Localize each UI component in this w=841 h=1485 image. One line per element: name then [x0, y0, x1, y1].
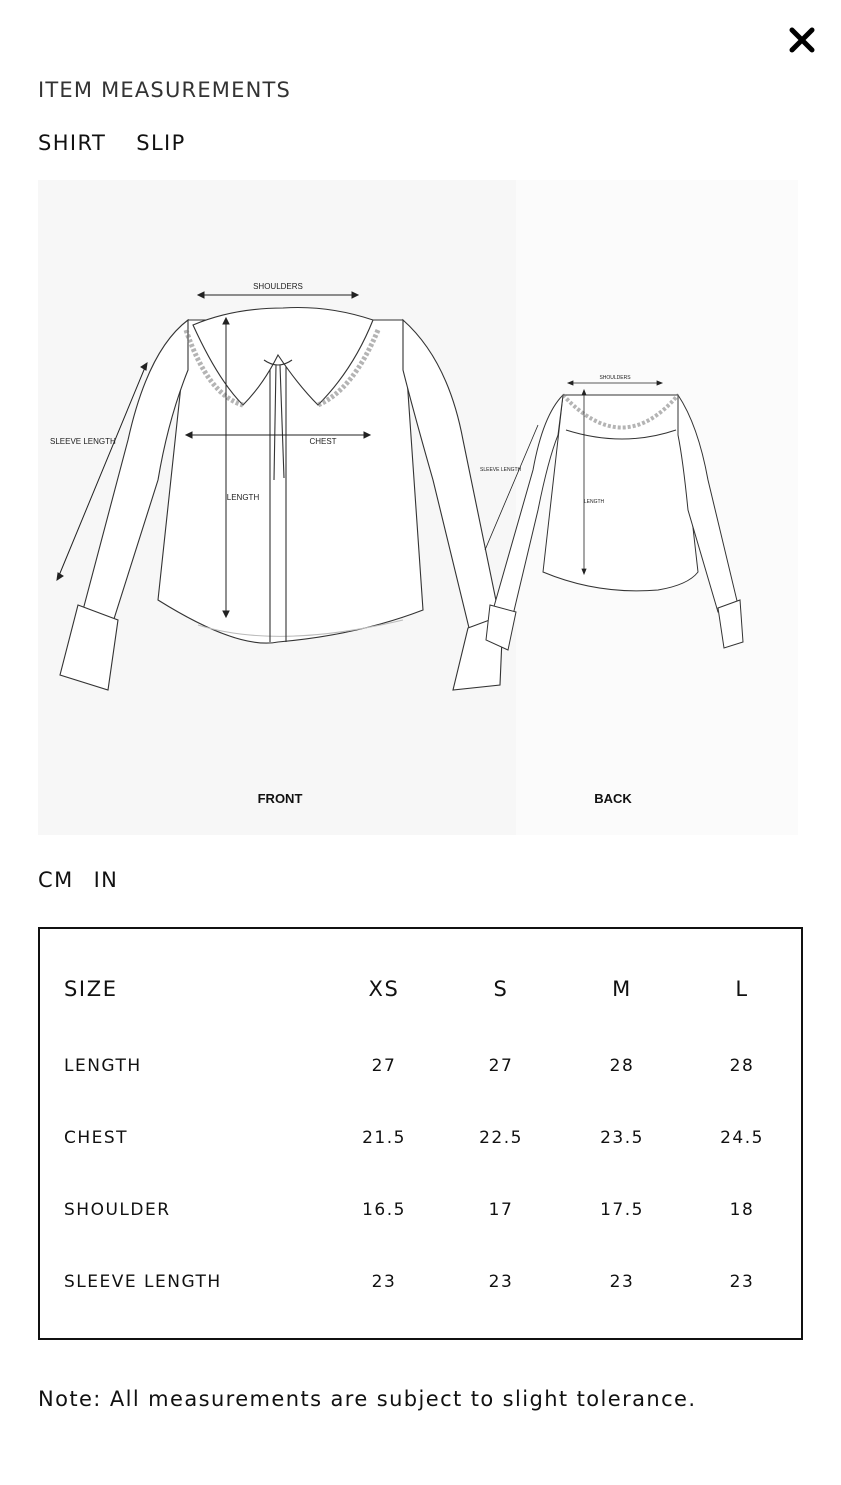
back-length-annotation: LENGTH: [583, 499, 605, 505]
table-cell: 23: [729, 1272, 755, 1292]
size-table: [38, 927, 803, 1340]
table-row: [40, 1190, 801, 1230]
tolerance-note: Note: All measurements are subject to slight tolerance.: [38, 1387, 697, 1411]
front-length-annotation: LENGTH: [226, 493, 260, 502]
table-row: [40, 1262, 801, 1302]
front-shoulders-annotation: SHOULDERS: [253, 282, 303, 291]
table-cell: 22.5: [479, 1128, 523, 1148]
table-row: [40, 1118, 801, 1158]
back-label: BACK: [594, 791, 632, 806]
back-shoulders-annotation: SHOULDERS: [599, 375, 631, 381]
table-cell: 23.5: [600, 1128, 644, 1148]
table-cell: 28: [609, 1056, 635, 1076]
table-row: [40, 1046, 801, 1086]
row-label-sleeve-length: SLEEVE LENGTH: [64, 1272, 222, 1292]
table-cell: 27: [371, 1056, 397, 1076]
back-sleeve-length-annotation: SLEEVE LENGTH: [480, 467, 522, 473]
table-cell: 17: [488, 1200, 514, 1220]
unit-tabs: [38, 868, 118, 892]
table-cell: 21.5: [362, 1128, 406, 1148]
table-cell: 18: [729, 1200, 755, 1220]
table-cell: 23: [371, 1272, 397, 1292]
table-cell: 16.5: [362, 1200, 406, 1220]
front-chest-annotation: CHEST: [309, 437, 337, 446]
tab-slip[interactable]: SLIP: [136, 131, 186, 155]
front-label: FRONT: [257, 791, 303, 806]
header-l: L: [735, 977, 749, 1001]
row-label-chest: CHEST: [64, 1128, 129, 1148]
table-cell: 24.5: [720, 1128, 764, 1148]
front-sleeve-length-annotation: SLEEVE LENGTH: [50, 437, 116, 446]
page-title: ITEM MEASUREMENTS: [38, 78, 292, 102]
table-header-row: [40, 969, 801, 1009]
header-s: S: [493, 977, 509, 1001]
tab-shirt[interactable]: SHIRT: [38, 131, 107, 155]
row-label-length: LENGTH: [64, 1056, 142, 1076]
unit-tab-in[interactable]: IN: [93, 868, 119, 892]
table-cell: 17.5: [600, 1200, 644, 1220]
product-tabs: [38, 131, 186, 155]
table-cell: 23: [609, 1272, 635, 1292]
header-size: SIZE: [64, 977, 118, 1001]
table-cell: 28: [729, 1056, 755, 1076]
close-icon: [788, 26, 816, 54]
row-label-shoulder: SHOULDER: [64, 1200, 171, 1220]
close-button[interactable]: [782, 20, 822, 60]
table-cell: 23: [488, 1272, 514, 1292]
header-m: M: [612, 977, 632, 1001]
garment-measurement-illustration: [38, 180, 798, 835]
table-cell: 27: [488, 1056, 514, 1076]
unit-tab-cm[interactable]: CM: [38, 868, 74, 892]
header-xs: XS: [368, 977, 400, 1001]
